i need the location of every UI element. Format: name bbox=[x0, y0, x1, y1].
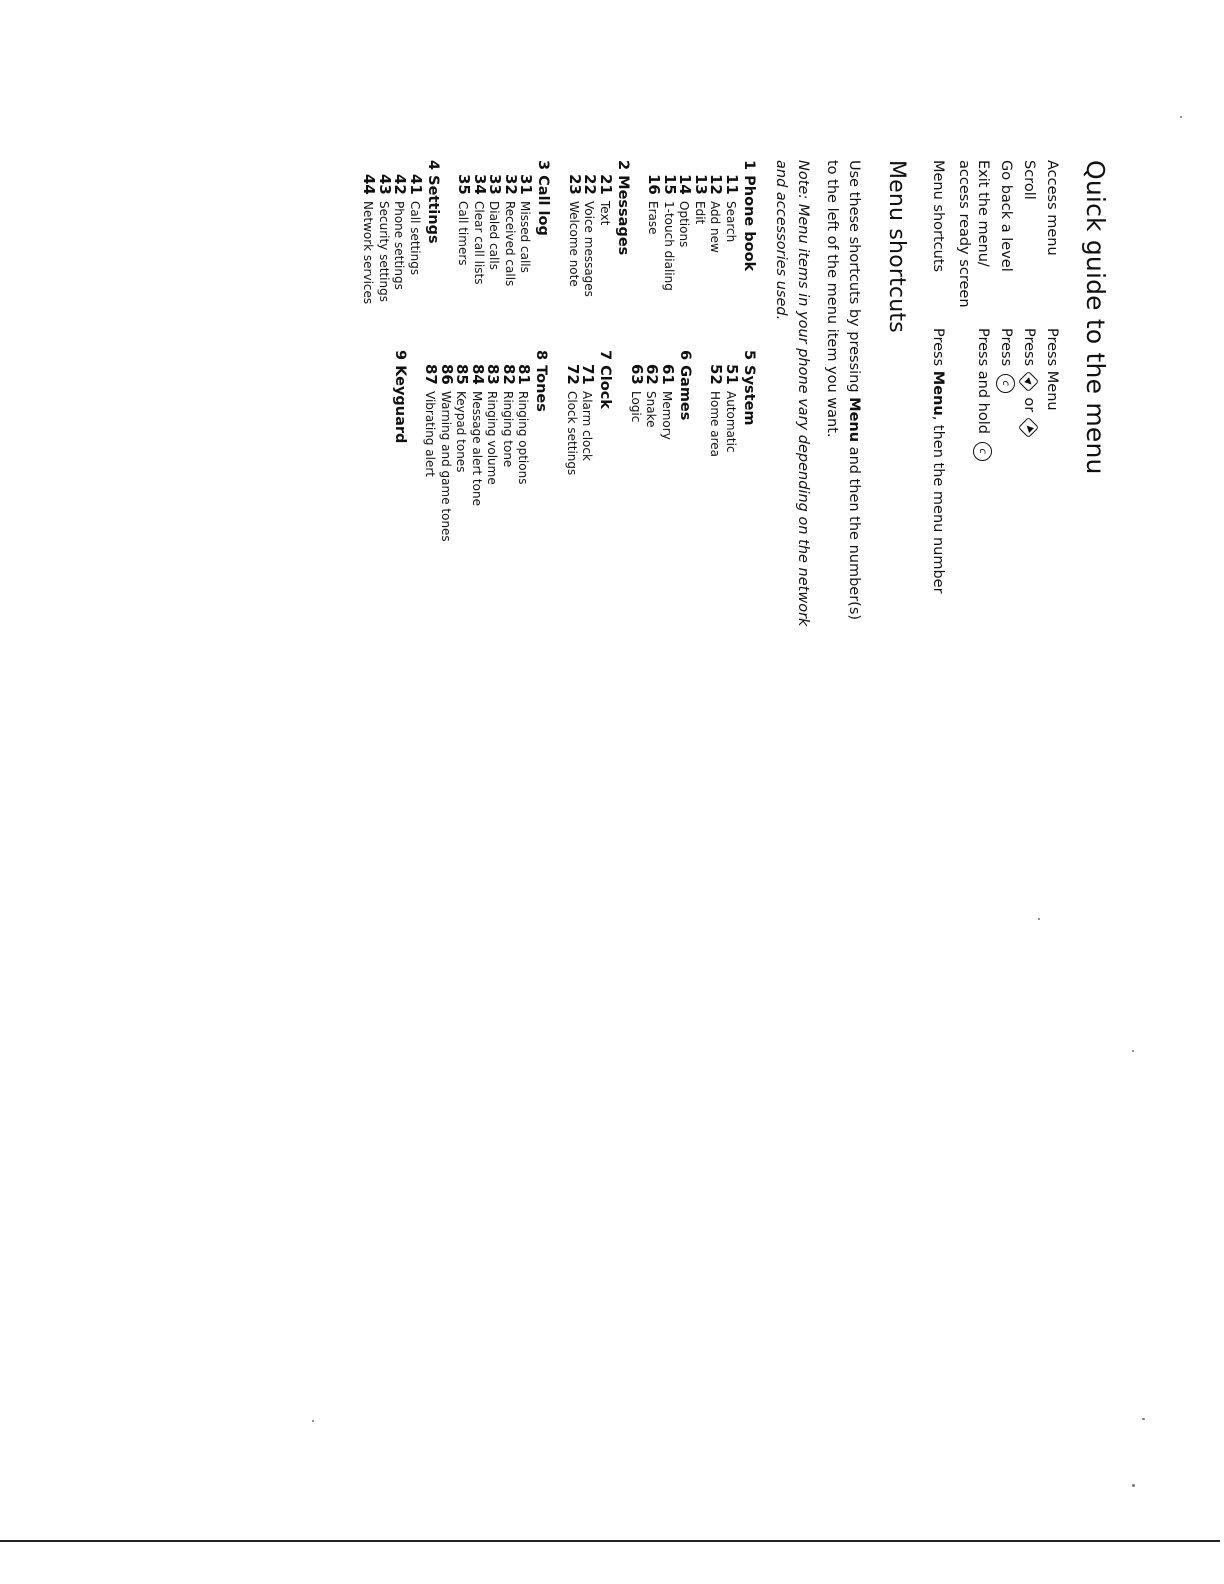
menu-section-title: 8 Tones bbox=[533, 350, 550, 412]
quick-guide-action-back bbox=[995, 328, 1016, 393]
menu-item-number: 72 bbox=[564, 364, 582, 385]
intro-1-menu: Menu bbox=[846, 397, 862, 443]
menu-item-label: Warning and game tones bbox=[439, 391, 453, 542]
menu-item-label: Phone settings bbox=[392, 201, 407, 290]
menu-item-number: 85 bbox=[453, 364, 472, 385]
menu-item-label: Options bbox=[677, 201, 692, 248]
scan-speck bbox=[312, 1420, 314, 1422]
menu-item-label: Security settings bbox=[377, 201, 391, 302]
menu-item-label: 1-touch dialing bbox=[662, 201, 676, 291]
quick-guide-label-back: Go back a level bbox=[998, 160, 1014, 272]
menu-section-title: 6 Games bbox=[677, 350, 693, 421]
menu-item-number: 23 bbox=[566, 174, 584, 195]
shortcuts-note-1: Note: Menu items in your phone vary depending on the network bbox=[795, 160, 811, 627]
menu-item-number: 41 bbox=[407, 174, 425, 195]
quick-guide-label-access: Access menu bbox=[1044, 160, 1060, 256]
quick-guide-label-exit-2: access ready screen bbox=[956, 160, 972, 308]
menu-item bbox=[564, 364, 580, 475]
menu-item-label: Keypad tones bbox=[454, 391, 469, 473]
menu-item-label: Add new bbox=[708, 201, 723, 253]
menu-item-number: 21 bbox=[597, 174, 615, 195]
menu-item bbox=[376, 174, 392, 302]
page-title: Quick guide to the menu bbox=[1081, 160, 1110, 475]
menu-item-number: 12 bbox=[707, 174, 726, 195]
scan-speck bbox=[1180, 116, 1182, 118]
menu-item-number: 82 bbox=[500, 364, 518, 385]
scroll-or-text: or bbox=[1021, 397, 1037, 413]
c-key-icon: c bbox=[974, 442, 993, 461]
intro-1-pre: Use these shortcuts by pressing bbox=[846, 160, 862, 398]
menu-item-number: 87 bbox=[422, 364, 441, 385]
menu-item-number: 33 bbox=[486, 174, 505, 195]
menu-section-title: 9 Keyguard bbox=[392, 350, 408, 444]
menu-item bbox=[502, 174, 518, 286]
manual-page bbox=[110, 150, 1110, 1570]
menu-item-label: Ringing options bbox=[516, 391, 531, 485]
scan-speck bbox=[1142, 1418, 1145, 1420]
shortcut-action-menu: Menu bbox=[930, 370, 946, 416]
menu-item-label: Call settings bbox=[408, 201, 422, 276]
menu-item bbox=[723, 364, 739, 453]
quick-guide-label-exit: Exit the menu/ bbox=[975, 160, 991, 267]
menu-item-number: 61 bbox=[659, 364, 677, 385]
menu-item bbox=[423, 364, 439, 477]
menu-item-label: Ringing volume bbox=[485, 391, 500, 485]
menu-item-label: Clear call lists bbox=[472, 201, 486, 285]
shortcuts-note-2: and accessories used. bbox=[773, 160, 789, 321]
menu-item bbox=[646, 174, 662, 235]
menu-item-number: 16 bbox=[645, 174, 664, 195]
menu-section-title: 1 Phone book bbox=[741, 160, 757, 272]
menu-item-label: Welcome note bbox=[567, 201, 581, 287]
quick-guide-label-scroll: Scroll bbox=[1021, 160, 1037, 200]
menu-item-label: Snake bbox=[644, 391, 659, 428]
menu-item-label: Logic bbox=[629, 391, 643, 423]
menu-item-label: Dialed calls bbox=[487, 201, 502, 270]
menu-item-number: 51 bbox=[723, 364, 741, 385]
menu-item-label: Clock settings bbox=[565, 391, 579, 476]
shortcuts-intro-1 bbox=[843, 160, 864, 620]
menu-item-label: Search bbox=[724, 201, 738, 243]
scroll-action-text: Press bbox=[1021, 328, 1037, 367]
shortcuts-intro-2: to the left of the menu item you want. bbox=[824, 160, 840, 438]
menu-item bbox=[661, 174, 677, 291]
menu-item-label: Received calls bbox=[503, 201, 517, 287]
scroll-down-icon: ▼ bbox=[1018, 417, 1039, 438]
menu-item-label: Home area bbox=[708, 391, 723, 458]
quick-guide-action-exit bbox=[972, 328, 993, 461]
menu-item bbox=[471, 174, 487, 285]
menu-item-number: 62 bbox=[643, 364, 662, 385]
scan-speck bbox=[1132, 1050, 1134, 1052]
menu-item-number: 83 bbox=[484, 364, 503, 385]
quick-guide-label-shortcuts: Menu shortcuts bbox=[930, 160, 946, 273]
menu-section-title: 7 Clock bbox=[597, 350, 614, 409]
menu-item-number: 42 bbox=[391, 174, 410, 195]
menu-item bbox=[708, 364, 724, 457]
menu-item-number: 52 bbox=[707, 364, 726, 385]
back-action-text: Press bbox=[998, 328, 1014, 367]
scan-speck bbox=[1132, 1484, 1135, 1487]
menu-section-title: 5 System bbox=[741, 350, 757, 426]
menu-item-number: 84 bbox=[469, 364, 487, 385]
menu-section-title: 4 Settings bbox=[425, 160, 441, 244]
shortcut-action-pre: Press bbox=[930, 328, 946, 371]
menu-item-label: Edit bbox=[693, 201, 707, 225]
menu-item-number: 71 bbox=[579, 364, 598, 385]
menu-item-number: 14 bbox=[676, 174, 695, 195]
menu-item-number: 44 bbox=[360, 174, 379, 195]
menu-item-number: 35 bbox=[455, 174, 474, 195]
menu-item-label: Ringing tone bbox=[501, 391, 515, 468]
scroll-up-icon: ▲ bbox=[1018, 371, 1039, 392]
menu-item-label: Alarm clock bbox=[580, 391, 595, 461]
menu-item-label: Missed calls bbox=[518, 201, 533, 273]
c-key-icon: c bbox=[997, 374, 1016, 393]
menu-item-label: Message alert tone bbox=[470, 391, 484, 506]
menu-section-title: 2 Messages bbox=[615, 160, 631, 256]
menu-item-number: 63 bbox=[628, 364, 646, 385]
menu-item bbox=[469, 364, 485, 506]
menu-item bbox=[659, 364, 675, 440]
intro-1-post: and then the number(s) bbox=[846, 442, 862, 621]
menu-item-label: Vibrating alert bbox=[423, 391, 438, 477]
menu-item-label: Call timers bbox=[456, 201, 471, 266]
quick-guide-action-access: Press Menu bbox=[1044, 328, 1060, 411]
menu-item bbox=[456, 174, 472, 266]
menu-item-number: 81 bbox=[515, 364, 534, 385]
exit-action-text: Press and hold bbox=[975, 328, 991, 434]
shortcuts-heading: Menu shortcuts bbox=[884, 160, 909, 333]
menu-item bbox=[566, 174, 582, 287]
scan-speck bbox=[1038, 918, 1040, 920]
menu-item bbox=[407, 174, 423, 275]
menu-item-number: 32 bbox=[502, 174, 520, 195]
menu-item-number: 15 bbox=[661, 174, 679, 195]
menu-item bbox=[438, 364, 454, 542]
menu-item-number: 11 bbox=[723, 174, 741, 195]
menu-item-number: 31 bbox=[517, 174, 536, 195]
menu-item-number: 86 bbox=[438, 364, 456, 385]
menu-item-label: Voice messages bbox=[582, 201, 597, 297]
quick-guide-action-scroll bbox=[1018, 328, 1039, 435]
menu-item bbox=[628, 364, 644, 422]
menu-item bbox=[723, 174, 739, 242]
menu-item-label: Network services bbox=[361, 201, 376, 305]
menu-item-number: 34 bbox=[471, 174, 489, 195]
menu-section-title: 3 Call log bbox=[535, 160, 552, 236]
menu-item-label: Text bbox=[598, 201, 612, 226]
menu-item bbox=[692, 174, 708, 224]
page-bottom-rule bbox=[0, 1540, 1220, 1542]
menu-item bbox=[500, 364, 516, 467]
shortcut-action-post: , then the menu number bbox=[930, 415, 946, 594]
quick-guide-action-shortcuts bbox=[927, 328, 948, 594]
menu-item bbox=[361, 174, 377, 304]
menu-item-number: 22 bbox=[581, 174, 600, 195]
menu-item-number: 13 bbox=[692, 174, 710, 195]
menu-item-label: Memory bbox=[660, 391, 674, 440]
menu-item-label: Automatic bbox=[724, 391, 738, 453]
menu-item-label: Erase bbox=[646, 201, 661, 235]
menu-item-number: 43 bbox=[376, 174, 394, 195]
menu-item bbox=[597, 174, 613, 225]
